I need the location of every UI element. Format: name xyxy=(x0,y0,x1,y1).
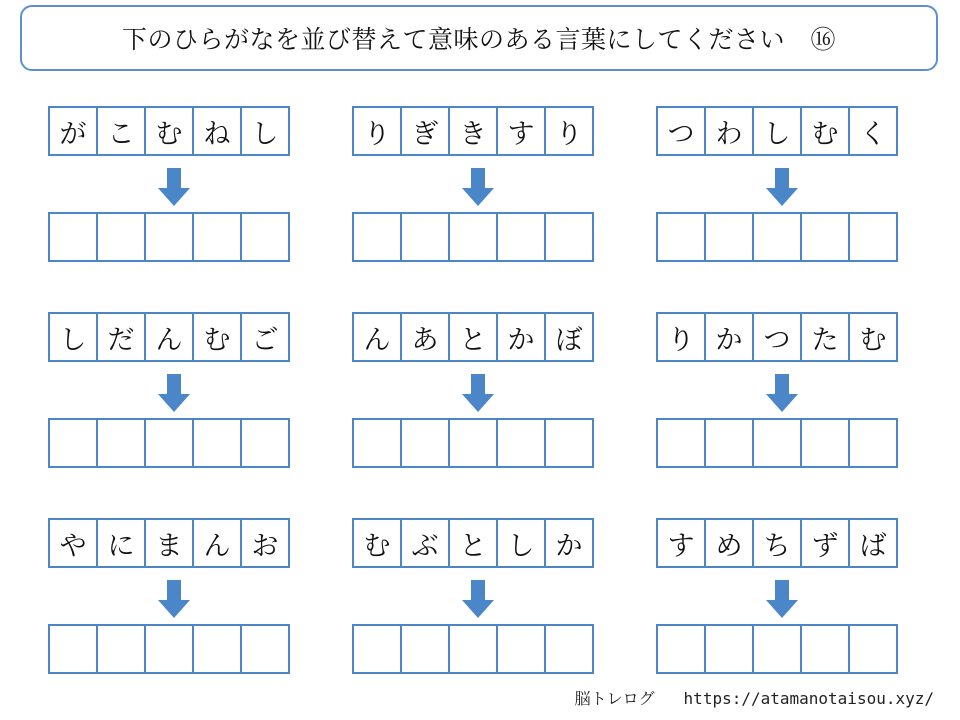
question-cell: ぼ xyxy=(544,312,594,362)
question-cell: め xyxy=(704,518,754,568)
page-title: 下のひらがなを並び替えて意味のある言葉にしてください ⑯ xyxy=(121,25,836,54)
question-cell: ね xyxy=(192,106,242,156)
answer-cell[interactable] xyxy=(352,212,402,262)
question-row xyxy=(656,518,898,568)
question-cell: と xyxy=(448,312,498,362)
question-cell: ぶ xyxy=(400,518,450,568)
question-cell: だ xyxy=(96,312,146,362)
question-cell: が xyxy=(48,106,98,156)
question-cell: わ xyxy=(704,106,754,156)
answer-cell[interactable] xyxy=(496,624,546,674)
answer-cell[interactable] xyxy=(96,212,146,262)
question-cell: お xyxy=(240,518,290,568)
down-arrow-icon xyxy=(462,168,494,206)
answer-row xyxy=(48,418,290,468)
question-cell: と xyxy=(448,518,498,568)
answer-cell[interactable] xyxy=(96,418,146,468)
answer-cell[interactable] xyxy=(848,418,898,468)
question-cell: ご xyxy=(240,312,290,362)
down-arrow-icon xyxy=(158,168,190,206)
down-arrow-icon xyxy=(766,168,798,206)
question-cell: に xyxy=(96,518,146,568)
answer-cell[interactable] xyxy=(544,624,594,674)
puzzle-1 xyxy=(48,106,302,270)
answer-cell[interactable] xyxy=(192,212,242,262)
answer-cell[interactable] xyxy=(448,624,498,674)
answer-cell[interactable] xyxy=(144,212,194,262)
down-arrow-icon xyxy=(158,374,190,412)
answer-row xyxy=(352,212,594,262)
answer-cell[interactable] xyxy=(656,418,706,468)
question-cell: ん xyxy=(144,312,194,362)
answer-cell[interactable] xyxy=(752,624,802,674)
answer-row xyxy=(352,624,594,674)
puzzle-8 xyxy=(352,518,606,682)
answer-row xyxy=(656,212,898,262)
answer-cell[interactable] xyxy=(800,418,850,468)
answer-cell[interactable] xyxy=(400,418,450,468)
question-cell: や xyxy=(48,518,98,568)
answer-cell[interactable] xyxy=(96,624,146,674)
answer-cell[interactable] xyxy=(192,624,242,674)
footer xyxy=(575,686,934,709)
question-cell: ま xyxy=(144,518,194,568)
question-cell: す xyxy=(656,518,706,568)
question-cell: む xyxy=(192,312,242,362)
question-cell: り xyxy=(544,106,594,156)
question-cell: む xyxy=(848,312,898,362)
answer-cell[interactable] xyxy=(752,418,802,468)
question-cell: ば xyxy=(848,518,898,568)
question-cell: つ xyxy=(656,106,706,156)
answer-cell[interactable] xyxy=(704,212,754,262)
puzzle-2 xyxy=(352,106,606,270)
answer-cell[interactable] xyxy=(240,212,290,262)
answer-cell[interactable] xyxy=(496,418,546,468)
puzzle-5 xyxy=(352,312,606,476)
question-row xyxy=(656,106,898,156)
question-cell: か xyxy=(496,312,546,362)
puzzle-3 xyxy=(656,106,910,270)
question-cell: ち xyxy=(752,518,802,568)
question-cell: ず xyxy=(800,518,850,568)
answer-cell[interactable] xyxy=(752,212,802,262)
answer-cell[interactable] xyxy=(400,624,450,674)
question-cell: す xyxy=(496,106,546,156)
question-row xyxy=(656,312,898,362)
answer-cell[interactable] xyxy=(48,624,98,674)
answer-cell[interactable] xyxy=(192,418,242,468)
question-cell: む xyxy=(352,518,402,568)
question-cell: き xyxy=(448,106,498,156)
question-cell: か xyxy=(544,518,594,568)
answer-cell[interactable] xyxy=(448,418,498,468)
question-row xyxy=(48,106,290,156)
question-cell: ぎ xyxy=(400,106,450,156)
down-arrow-icon xyxy=(158,580,190,618)
puzzle-7 xyxy=(48,518,302,682)
answer-cell[interactable] xyxy=(848,212,898,262)
question-row xyxy=(352,518,594,568)
answer-cell[interactable] xyxy=(704,418,754,468)
question-cell: し xyxy=(496,518,546,568)
answer-cell[interactable] xyxy=(448,212,498,262)
answer-row xyxy=(48,624,290,674)
down-arrow-icon xyxy=(766,580,798,618)
question-cell: り xyxy=(352,106,402,156)
answer-cell[interactable] xyxy=(352,624,402,674)
puzzle-6 xyxy=(656,312,910,476)
title-box xyxy=(20,5,938,71)
answer-cell[interactable] xyxy=(544,418,594,468)
footer-url[interactable]: https://atamanotaisou.xyz/ xyxy=(683,689,934,708)
answer-cell[interactable] xyxy=(144,418,194,468)
question-cell: こ xyxy=(96,106,146,156)
question-cell: く xyxy=(848,106,898,156)
answer-cell[interactable] xyxy=(544,212,594,262)
answer-cell[interactable] xyxy=(800,624,850,674)
question-cell: り xyxy=(656,312,706,362)
answer-cell[interactable] xyxy=(48,212,98,262)
answer-cell[interactable] xyxy=(496,212,546,262)
down-arrow-icon xyxy=(462,374,494,412)
answer-row xyxy=(48,212,290,262)
puzzle-4 xyxy=(48,312,302,476)
question-row xyxy=(48,312,290,362)
question-row xyxy=(352,312,594,362)
puzzle-9 xyxy=(656,518,910,682)
footer-brand: 脳トレログ xyxy=(574,689,655,708)
question-row xyxy=(352,106,594,156)
question-cell: た xyxy=(800,312,850,362)
answer-row xyxy=(656,624,898,674)
answer-cell[interactable] xyxy=(656,212,706,262)
question-cell: あ xyxy=(400,312,450,362)
answer-cell[interactable] xyxy=(800,212,850,262)
question-cell: ん xyxy=(192,518,242,568)
answer-row xyxy=(656,418,898,468)
question-cell: む xyxy=(800,106,850,156)
answer-cell[interactable] xyxy=(656,624,706,674)
question-cell: し xyxy=(752,106,802,156)
answer-cell[interactable] xyxy=(240,418,290,468)
down-arrow-icon xyxy=(766,374,798,412)
question-row xyxy=(48,518,290,568)
answer-cell[interactable] xyxy=(848,624,898,674)
question-cell: つ xyxy=(752,312,802,362)
answer-cell[interactable] xyxy=(704,624,754,674)
answer-row xyxy=(352,418,594,468)
question-cell: ん xyxy=(352,312,402,362)
answer-cell[interactable] xyxy=(352,418,402,468)
question-cell: か xyxy=(704,312,754,362)
question-cell: む xyxy=(144,106,194,156)
question-cell: し xyxy=(240,106,290,156)
answer-cell[interactable] xyxy=(48,418,98,468)
answer-cell[interactable] xyxy=(400,212,450,262)
down-arrow-icon xyxy=(462,580,494,618)
question-cell: し xyxy=(48,312,98,362)
answer-cell[interactable] xyxy=(144,624,194,674)
answer-cell[interactable] xyxy=(240,624,290,674)
